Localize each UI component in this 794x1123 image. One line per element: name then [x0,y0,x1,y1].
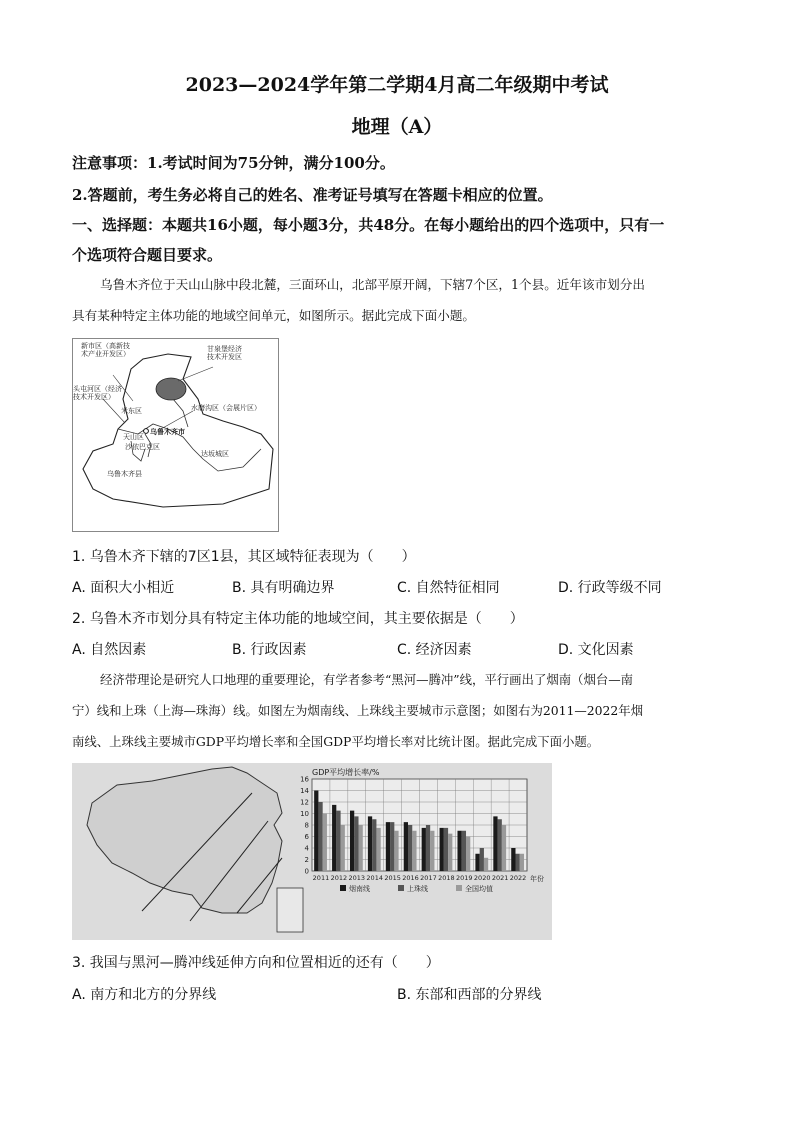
chart-bar [372,819,376,871]
chart-bar [422,828,426,871]
chart-bar [408,825,412,871]
label-midong: 米东区 [121,407,142,415]
south-sea-inset [277,888,303,932]
legend-label: 全国均值 [465,885,493,893]
chart-ytick-label: 8 [304,821,309,830]
section-heading-line-1: 一、选择题：本题共16小题，每小题3分，共48分。在每小题给出的四个选项中，只有一 [72,216,665,234]
chart-bar [515,854,519,871]
chart-bar [390,822,394,871]
chart-xtick-label: 2018 [438,874,455,882]
chart-bar [484,858,488,871]
chart-bar [448,834,452,871]
q2-option-c[interactable]: C. 经济因素 [397,642,472,658]
chart-bar [440,828,444,871]
chart-ytick-label: 10 [300,810,309,818]
label-dabancheng: 达坂城区 [201,450,229,458]
chart-bar [314,791,318,872]
chart-bar [457,831,461,871]
chart-bar [336,811,340,871]
chart-bar [511,848,515,871]
label-ganquanpu-2: 技术开发区 [207,353,242,361]
chart-bar [430,831,434,871]
chart-xtick-label: 2012 [330,874,348,882]
ganquanpu-zone [156,378,186,400]
chart-xtick-label: 2021 [491,874,509,882]
chart-bar [394,831,398,871]
figure-2-svg [72,763,552,940]
chart-bar [376,828,380,871]
q1-stem: 1. 乌鲁木齐下辖的7区1县，其区域特征表现为（ ） [72,549,416,565]
city-marker-icon [144,429,149,434]
chart-xtick-label: 2015 [384,874,401,882]
chart-xlabel: 年份 [530,875,544,883]
label-toutunhe-2: 技术开发区） [73,393,115,401]
exam-subtitle: 地理（A） [351,116,443,138]
urumqi-map [72,338,279,532]
chart-bar [493,816,497,871]
chart-bar [341,825,345,871]
label-city: 乌鲁木齐市 [150,428,185,436]
label-tianshan: 天山区 [123,433,144,441]
label-county: 乌鲁木齐县 [107,470,142,478]
chart-bar [368,816,372,871]
passage1-line-1: 乌鲁木齐位于天山山脉中段北麓，三面环山，北部平原开阔，下辖7个区，1个县。近年该市划分出 [100,277,645,292]
notes-line-1: 注意事项：1.考试时间为75分钟，满分100分。 [72,154,395,172]
passage2-line-3: 南线、上珠线主要城市GDP平均增长率和全国GDP平均增长率对比统计图。据此完成下面小题。 [72,734,600,749]
chart-bar [444,828,448,871]
exam-title: 2023—2024学年第二学期4月高二年级期中考试 [185,74,609,96]
q2-option-d[interactable]: D. 文化因素 [558,642,634,658]
q2-stem: 2. 乌鲁木齐市划分具有特定主体功能的地域空间，其主要依据是（ ） [72,611,524,627]
chart-xtick-label: 2020 [473,874,491,882]
chart-bar [350,811,354,871]
chart-ytick-label: 0 [304,867,309,876]
chart-xtick-label: 2019 [456,874,473,882]
chart-bar [466,837,470,872]
chart-xtick-label: 2016 [402,874,419,882]
passage2-line-2: 宁）线和上珠（上海—珠海）线。如图左为烟南线、上珠线主要城市示意图；如图右为2011—2022年烟 [72,703,644,718]
chart-ytick-label: 12 [300,798,309,807]
chart-bar [426,825,430,871]
china-map [87,767,303,932]
q2-option-b[interactable]: B. 行政因素 [232,642,307,658]
q2-option-a[interactable]: A. 自然因素 [72,642,147,658]
chart-bar [404,822,408,871]
chart-bar [359,825,363,871]
label-toutunhe: 头屯河区（经济 [73,385,122,393]
chart-bar [323,814,327,872]
figure-2 [72,763,552,940]
notes-line-2: 2.答题前，考生务必将自己的姓名、准考证号填写在答题卡相应的位置。 [72,186,553,204]
q3-option-a[interactable]: A. 南方和北方的分界线 [72,987,217,1003]
q1-option-a[interactable]: A. 面积大小相近 [72,580,175,596]
urumqi-map-svg [73,339,278,531]
section-heading-line-2: 个选项符合题目要求。 [72,246,223,264]
q1-option-c[interactable]: C. 自然特征相同 [397,580,500,596]
legend-swatch [456,885,462,891]
chart-xtick-label: 2017 [420,874,437,882]
label-shayibake: 沙依巴克区 [125,443,160,451]
chart-bar [462,831,466,871]
chart-ytick-label: 16 [300,775,309,784]
q3-stem: 3. 我国与黑河—腾冲线延伸方向和位置相近的还有（ ） [72,955,440,971]
passage1-line-2: 具有某种特定主体功能的地域空间单元，如图所示。据此完成下面小题。 [72,308,475,323]
q1-option-d[interactable]: D. 行政等级不同 [558,580,662,596]
chart-xtick-label: 2013 [348,874,366,882]
gdp-chart [300,767,544,893]
chart-bar [480,848,484,871]
chart-bar [498,819,502,871]
label-xinshi: 新市区（高新技 [81,342,130,350]
chart-ytick-label: 14 [300,787,309,795]
chart-bar [520,854,524,871]
legend-label: 烟南线 [349,885,370,893]
q1-option-b[interactable]: B. 具有明确边界 [232,580,335,596]
legend-swatch [340,885,346,891]
chart-xtick-label: 2022 [509,874,527,882]
chart-bar [318,802,322,871]
chart-bar [354,816,358,871]
chart-bar [386,822,390,871]
chart-bar [475,854,479,871]
legend-swatch [398,885,404,891]
chart-bar [502,825,506,871]
chart-bar [412,831,416,871]
chart-xtick-label: 2011 [312,874,330,882]
chart-bar [332,805,336,871]
chart-ytick-label: 6 [304,833,309,841]
q3-option-b[interactable]: B. 东部和西部的分界线 [397,987,542,1003]
chart-ytick-label: 2 [304,856,309,864]
label-shuimogou: 水磨沟区（会展片区） [191,404,261,412]
label-xinshi-2: 术产业开发区） [81,350,130,358]
chart-title: GDP平均增长率/% [312,768,380,777]
passage2-line-1: 经济带理论是研究人口地理的重要理论，有学者参考“黑河—腾冲”线，平行画出了烟南（烟台—南 [100,672,634,687]
chart-xtick-label: 2014 [366,874,383,882]
legend-label: 上珠线 [407,885,428,893]
chart-ytick-label: 4 [304,844,309,853]
label-ganquanpu: 甘泉堡经济 [207,345,242,353]
